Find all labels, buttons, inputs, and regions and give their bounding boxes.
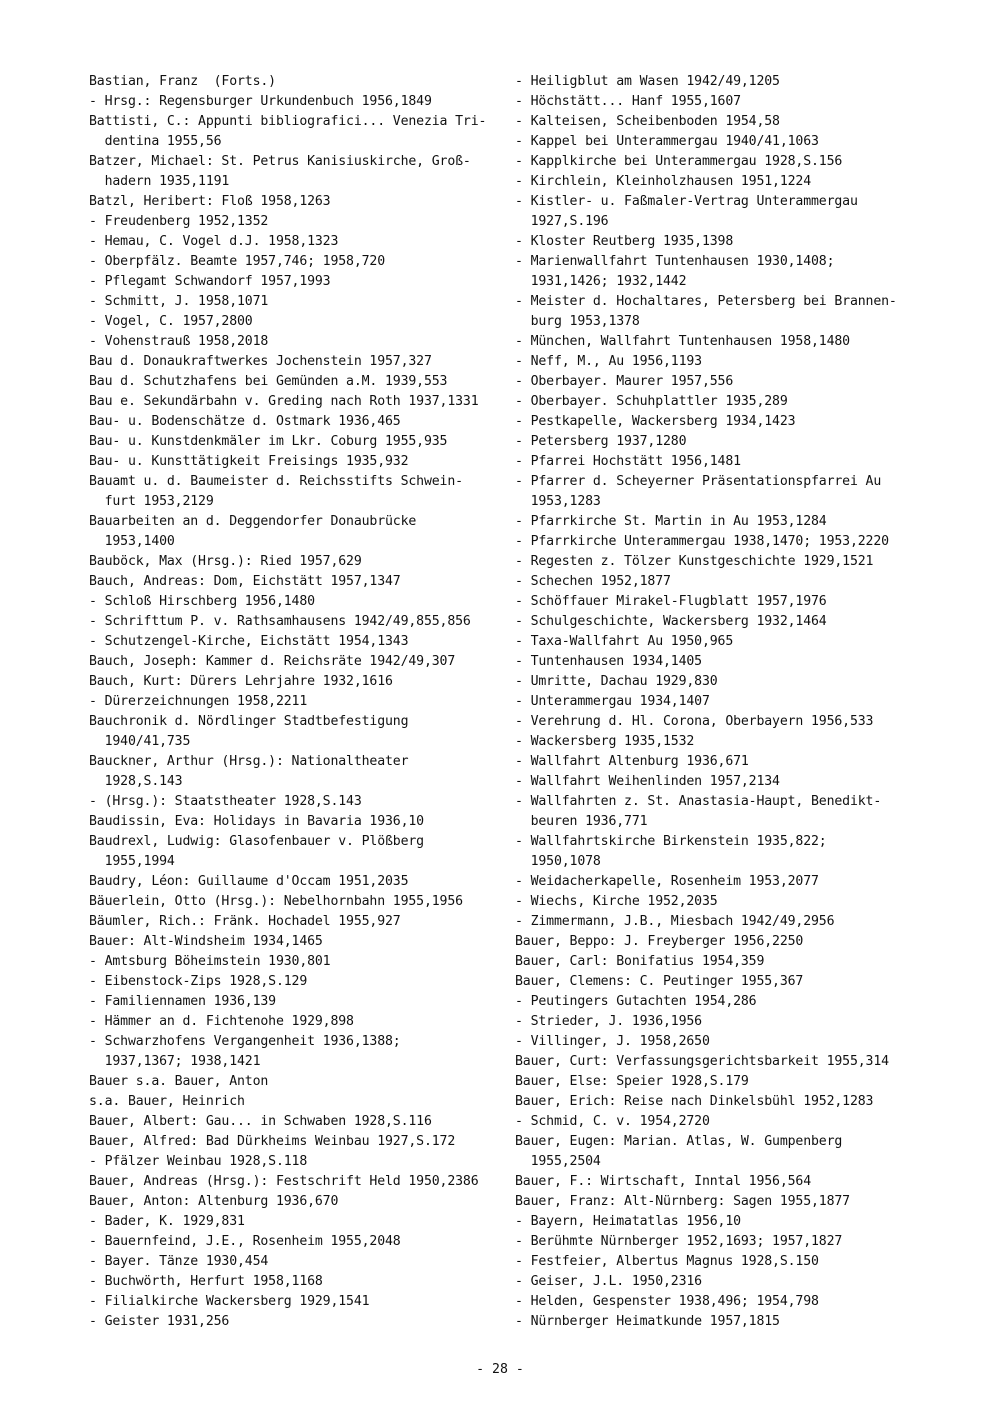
index-entry-line: - Kalteisen, Scheibenboden 1954,58: [515, 114, 780, 129]
index-entry-line: - Wallfahrt Altenburg 1936,671: [515, 754, 749, 769]
index-entry-line: Bauch, Andreas: Dom, Eichstätt 1957,1347: [89, 574, 401, 589]
right-index-column: [515, 72, 915, 1332]
index-entry-line: Battisti, C.: Appunti bibliografici... Venezia Tri-: [89, 114, 487, 129]
index-entry-line: - Filialkirche Wackersberg 1929,1541: [89, 1294, 370, 1309]
index-entry-line: burg 1953,1378: [515, 314, 640, 329]
index-entry-line: - Pflegamt Schwandorf 1957,1993: [89, 274, 331, 289]
index-entry-line: - Schöffauer Mirakel-Flugblatt 1957,1976: [515, 594, 827, 609]
index-entry-line: - Schwarzhofens Vergangenheit 1936,1388;: [89, 1034, 401, 1049]
index-entry-line: - Buchwörth, Herfurt 1958,1168: [89, 1274, 323, 1289]
index-entry-line: Bauckner, Arthur (Hrsg.): Nationaltheater: [89, 754, 409, 769]
index-entry-line: Baudry, Léon: Guillaume d'Occam 1951,2035: [89, 874, 409, 889]
index-entry-line: 1928,S.143: [89, 774, 183, 789]
index-entry-line: - Schmitt, J. 1958,1071: [89, 294, 269, 309]
index-entry-line: Bauarbeiten an d. Deggendorfer Donaubrücke: [89, 514, 417, 529]
index-entry-line: - Vohenstrauß 1958,2018: [89, 334, 269, 349]
index-entry-line: - Oberbayer. Schuhplattler 1935,289: [515, 394, 788, 409]
index-entry-line: 1953,1283: [515, 494, 601, 509]
index-entry-line: - Peutingers Gutachten 1954,286: [515, 994, 757, 1009]
index-entry-line: 1940/41,735: [89, 734, 191, 749]
index-entry-line: Bauer, Erich: Reise nach Dinkelsbühl 1952,1283: [515, 1094, 874, 1109]
index-entry-line: - Zimmermann, J.B., Miesbach 1942/49,2956: [515, 914, 835, 929]
index-entry-line: 1950,1078: [515, 854, 601, 869]
index-entry-line: Bau- u. Kunsttätigkeit Freisings 1935,932: [89, 454, 409, 469]
index-entry-line: 1937,1367; 1938,1421: [89, 1054, 261, 1069]
index-entry-line: - Kappel bei Unterammergau 1940/41,1063: [515, 134, 819, 149]
index-entry-line: - Familiennamen 1936,139: [89, 994, 276, 1009]
page-number: - 28 -: [476, 1362, 524, 1377]
index-entry-line: Bau e. Sekundärbahn v. Greding nach Roth 1937,1331: [89, 394, 479, 409]
index-entry-line: - Villinger, J. 1958,2650: [515, 1034, 710, 1049]
index-entry-line: Bauer s.a. Bauer, Anton: [89, 1074, 269, 1089]
index-entry-line: Bauer, Franz: Alt-Nürnberg: Sagen 1955,1877: [515, 1194, 850, 1209]
index-entry-line: - Wiechs, Kirche 1952,2035: [515, 894, 718, 909]
index-entry-line: furt 1953,2129: [89, 494, 214, 509]
index-entry-line: - Strieder, J. 1936,1956: [515, 1014, 702, 1029]
index-entry-line: Bauch, Joseph: Kammer d. Reichsräte 1942/49,307: [89, 654, 456, 669]
index-entry-line: - Nürnberger Heimatkunde 1957,1815: [515, 1314, 780, 1329]
index-entry-line: - Meister d. Hochaltares, Petersberg bei Brannen-: [515, 294, 897, 309]
index-entry-line: - Wallfahrt Weihenlinden 1957,2134: [515, 774, 780, 789]
index-entry-line: - Pfarrei Hochstätt 1956,1481: [515, 454, 741, 469]
index-entry-line: Bauer, Clemens: C. Peutinger 1955,367: [515, 974, 804, 989]
index-entry-line: Bauer, Beppo: J. Freyberger 1956,2250: [515, 934, 804, 949]
index-entry-line: Bau d. Schutzhafens bei Gemünden a.M. 1939,553: [89, 374, 448, 389]
index-entry-line: - Petersberg 1937,1280: [515, 434, 687, 449]
index-entry-line: - Freudenberg 1952,1352: [89, 214, 269, 229]
left-index-column: [89, 72, 494, 1332]
index-entry-line: 1955,1994: [89, 854, 175, 869]
index-entry-line: - Oberpfälz. Beamte 1957,746; 1958,720: [89, 254, 386, 269]
index-entry-line: - Taxa-Wallfahrt Au 1950,965: [515, 634, 734, 649]
index-entry-line: beuren 1936,771: [515, 814, 648, 829]
index-entry-line: - Kirchlein, Kleinholzhausen 1951,1224: [515, 174, 812, 189]
index-entry-line: - Wallfahrten z. St. Anastasia-Haupt, Benedikt-: [515, 794, 882, 809]
index-entry-line: Bauer, Carl: Bonifatius 1954,359: [515, 954, 765, 969]
index-entry-line: Bauer, Alfred: Bad Dürkheims Weinbau 1927,S.172: [89, 1134, 456, 1149]
index-entry-line: Bauer, Eugen: Marian. Atlas, W. Gumpenberg: [515, 1134, 843, 1149]
index-entry-line: Bau- u. Bodenschätze d. Ostmark 1936,465: [89, 414, 401, 429]
index-entry-line: 1927,S.196: [515, 214, 609, 229]
index-entry-line: - Regesten z. Tölzer Kunstgeschichte 1929,1521: [515, 554, 874, 569]
index-entry-line: 1931,1426; 1932,1442: [515, 274, 687, 289]
index-entry-line: 1953,1400: [89, 534, 175, 549]
index-entry-line: - Oberbayer. Maurer 1957,556: [515, 374, 734, 389]
index-entry-line: - Unterammergau 1934,1407: [515, 694, 710, 709]
index-entry-line: Bauer: Alt-Windsheim 1934,1465: [89, 934, 323, 949]
index-entry-line: - München, Wallfahrt Tuntenhausen 1958,1480: [515, 334, 850, 349]
index-entry-line: Bau d. Donaukraftwerkes Jochenstein 1957,327: [89, 354, 432, 369]
index-entry-line: - Geister 1931,256: [89, 1314, 230, 1329]
index-entry-line: Baudrexl, Ludwig: Glasofenbauer v. Plößberg: [89, 834, 424, 849]
index-entry-line: - Schutzengel-Kirche, Eichstätt 1954,1343: [89, 634, 409, 649]
index-entry-line: - Marienwallfahrt Tuntenhausen 1930,1408;: [515, 254, 835, 269]
index-entry-line: - Hrsg.: Regensburger Urkundenbuch 1956,1849: [89, 94, 432, 109]
index-entry-line: - Schulgeschichte, Wackersberg 1932,1464: [515, 614, 827, 629]
index-entry-line: - Wackersberg 1935,1532: [515, 734, 695, 749]
index-entry-line: - Kloster Reutberg 1935,1398: [515, 234, 734, 249]
index-entry-line: - Hemau, C. Vogel d.J. 1958,1323: [89, 234, 339, 249]
index-entry-line: Bauer, Else: Speier 1928,S.179: [515, 1074, 749, 1089]
index-entry-line: - Bayern, Heimatatlas 1956,10: [515, 1214, 741, 1229]
index-entry-line: - Pfarrkirche St. Martin in Au 1953,1284: [515, 514, 827, 529]
index-entry-line: - Heiligblut am Wasen 1942/49,1205: [515, 74, 780, 89]
index-entry-line: Bauer, Curt: Verfassungsgerichtsbarkeit 1955,314: [515, 1054, 889, 1069]
index-entry-line: Bauamt u. d. Baumeister d. Reichsstifts Schwein-: [89, 474, 463, 489]
index-entry-line: Bauer, Andreas (Hrsg.): Festschrift Held 1950,2386: [89, 1174, 479, 1189]
index-entry-line: - Festfeier, Albertus Magnus 1928,S.150: [515, 1254, 819, 1269]
index-entry-line: - Pestkapelle, Wackersberg 1934,1423: [515, 414, 796, 429]
index-entry-line: Baudissin, Eva: Holidays in Bavaria 1936,10: [89, 814, 424, 829]
index-entry-line: - Wallfahrtskirche Birkenstein 1935,822;: [515, 834, 827, 849]
index-entry-line: 1955,2504: [515, 1154, 601, 1169]
index-entry-line: - Kapplkirche bei Unterammergau 1928,S.156: [515, 154, 843, 169]
index-entry-line: - Bayer. Tänze 1930,454: [89, 1254, 269, 1269]
index-entry-line: Bauer, Anton: Altenburg 1936,670: [89, 1194, 339, 1209]
index-entry-line: - Neff, M., Au 1956,1193: [515, 354, 702, 369]
index-entry-line: - Höchstätt... Hanf 1955,1607: [515, 94, 741, 109]
index-entry-line: - Tuntenhausen 1934,1405: [515, 654, 702, 669]
index-entry-line: Bauchronik d. Nördlinger Stadtbefestigung: [89, 714, 409, 729]
index-entry-line: - Berühmte Nürnberger 1952,1693; 1957,1827: [515, 1234, 843, 1249]
index-entry-line: s.a. Bauer, Heinrich: [89, 1094, 245, 1109]
index-entry-line: Bauer, F.: Wirtschaft, Inntal 1956,564: [515, 1174, 812, 1189]
index-entry-line: Batzl, Heribert: Floß 1958,1263: [89, 194, 331, 209]
index-entry-line: hadern 1935,1191: [89, 174, 230, 189]
index-entry-line: Bäuerlein, Otto (Hrsg.): Nebelhornbahn 1955,1956: [89, 894, 463, 909]
index-entry-line: Bauer, Albert: Gau... in Schwaben 1928,S.116: [89, 1114, 432, 1129]
index-entry-line: - Kistler- u. Faßmaler-Vertrag Unterammergau: [515, 194, 858, 209]
index-entry-line: Batzer, Michael: St. Petrus Kanisiuskirche, Groß-: [89, 154, 471, 169]
index-entry-line: - Bader, K. 1929,831: [89, 1214, 245, 1229]
index-entry-line: - Schechen 1952,1877: [515, 574, 671, 589]
index-entry-line: Bauböck, Max (Hrsg.): Ried 1957,629: [89, 554, 362, 569]
index-entry-line: Bäumler, Rich.: Fränk. Hochadel 1955,927: [89, 914, 401, 929]
index-entry-line: - Helden, Gespenster 1938,496; 1954,798: [515, 1294, 819, 1309]
index-entry-line: - Pfälzer Weinbau 1928,S.118: [89, 1154, 308, 1169]
index-entry-line: Bau- u. Kunstdenkmäler im Lkr. Coburg 1955,935: [89, 434, 448, 449]
index-entry-line: - Schrifttum P. v. Rathsamhausens 1942/49,855,856: [89, 614, 471, 629]
index-entry-line: dentina 1955,56: [89, 134, 222, 149]
index-entry-line: - Amtsburg Böheimstein 1930,801: [89, 954, 331, 969]
index-entry-line: - Verehrung d. Hl. Corona, Oberbayern 1956,533: [515, 714, 874, 729]
index-entry-line: - Geiser, J.L. 1950,2316: [515, 1274, 702, 1289]
index-entry-line: - Pfarrkirche Unterammergau 1938,1470; 1953,2220: [515, 534, 889, 549]
index-entry-line: - (Hrsg.): Staatstheater 1928,S.143: [89, 794, 362, 809]
index-entry-line: - Pfarrer d. Scheyerner Präsentationspfarrei Au: [515, 474, 882, 489]
index-entry-line: - Hämmer an d. Fichtenohe 1929,898: [89, 1014, 354, 1029]
index-entry-line: - Umritte, Dachau 1929,830: [515, 674, 718, 689]
index-entry-line: - Weidacherkapelle, Rosenheim 1953,2077: [515, 874, 819, 889]
index-entry-line: - Bauernfeind, J.E., Rosenheim 1955,2048: [89, 1234, 401, 1249]
index-entry-line: Bastian, Franz (Forts.): [89, 74, 276, 89]
index-entry-line: - Dürerzeichnungen 1958,2211: [89, 694, 308, 709]
index-entry-line: - Schmid, C. v. 1954,2720: [515, 1114, 710, 1129]
index-entry-line: - Eibenstock-Zips 1928,S.129: [89, 974, 308, 989]
index-entry-line: - Schloß Hirschberg 1956,1480: [89, 594, 315, 609]
index-entry-line: Bauch, Kurt: Dürers Lehrjahre 1932,1616: [89, 674, 393, 689]
index-entry-line: - Vogel, C. 1957,2800: [89, 314, 253, 329]
